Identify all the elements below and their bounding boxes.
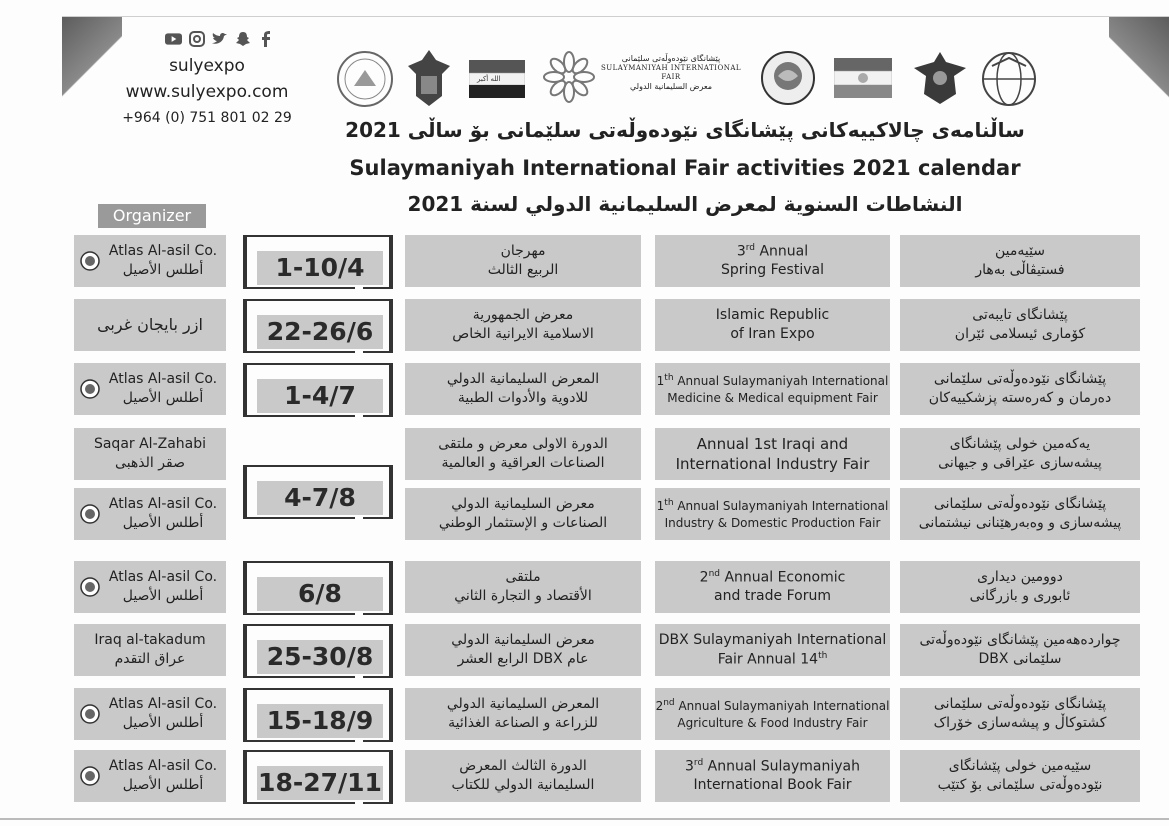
event-arabic-cell xyxy=(405,235,641,287)
event-kurdish-cell xyxy=(900,363,1140,415)
organizer-cell xyxy=(74,750,226,802)
event-date: 1-4/7 xyxy=(257,379,383,413)
event-english-line1: 1th Annual Sulaymaniyah International xyxy=(656,373,889,389)
event-kurdish-line1: پێشانگای نێودەوڵەتی سلێمانی xyxy=(933,496,1107,513)
organizer-name-ar: أطلس الأصيل xyxy=(122,777,204,793)
organizer-cell xyxy=(74,299,226,351)
event-arabic-line1: الدورة الاولى معرض و ملتقى xyxy=(438,436,608,453)
page-title-arabic: النشاطات السنوية لمعرض السليمانية الدولي لسنة 2021 xyxy=(407,192,963,216)
organizer-cell xyxy=(74,235,226,287)
organizer-name-en: Atlas Al-asil Co. xyxy=(108,569,218,586)
organizer-name-en: Atlas Al-asil Co. xyxy=(108,243,218,260)
organizer-name-ar: أطلس الأصيل xyxy=(122,262,204,278)
organizer-name-en: Atlas Al-asil Co. xyxy=(108,371,218,388)
event-english-line1: 3rd Annual xyxy=(736,242,809,260)
phone-number: +964 (0) 751 801 02 29 xyxy=(122,110,292,126)
organizer-name-en: Iraq al-takadum xyxy=(94,632,206,649)
organizer-cell xyxy=(74,363,226,415)
event-arabic-line2: الصناعات و الإستثمار الوطني xyxy=(438,515,608,531)
organizer-cell xyxy=(74,624,226,676)
event-kurdish-cell xyxy=(900,235,1140,287)
event-kurdish-line2: فستیڤاڵی بەهار xyxy=(975,262,1065,278)
organizer-column-header: Organizer xyxy=(98,204,206,228)
date-box xyxy=(243,299,393,353)
organizer-name-ar: أطلس الأصيل xyxy=(122,588,204,604)
event-arabic-line1: معرض السليمانية الدولي xyxy=(451,632,595,649)
event-kurdish-line2: کۆماری ئیسلامی ئێران xyxy=(954,326,1086,342)
corner-decoration-right xyxy=(1109,16,1169,156)
page-title-english: Sulaymaniyah International Fair activities 2021 calendar xyxy=(349,156,1021,180)
event-arabic-line2: السليمانية الدولي للكتاب xyxy=(451,777,595,793)
event-english-line2: International Book Fair xyxy=(693,777,852,794)
fair-logo-text xyxy=(598,54,744,92)
event-english-cell xyxy=(655,488,890,540)
event-kurdish-line2: پیشەسازی و وەبەرهێنانی نیشتمانی xyxy=(918,515,1122,531)
facebook-icon[interactable] xyxy=(257,30,274,47)
event-english-line2: and trade Forum xyxy=(714,588,831,605)
event-english-line2: Fair Annual 14th xyxy=(717,650,828,668)
event-arabic-line2: للزراعة و الصناعة الغذائية xyxy=(448,715,598,731)
atlas-logo-icon xyxy=(80,379,100,399)
atlas-logo-icon xyxy=(80,251,100,271)
event-arabic-cell xyxy=(405,624,641,676)
event-kurdish-line2: کشتوکاڵ و پیشەسازی خۆراک xyxy=(933,715,1107,731)
event-english-cell xyxy=(655,688,890,740)
organizer-name-ar: أطلس الأصيل xyxy=(122,515,204,531)
event-kurdish-line2: ئابوری و بازرگانی xyxy=(969,588,1071,604)
event-kurdish-line1: پێشانگای نێودەوڵەتی سلێمانی xyxy=(933,696,1107,713)
event-english-line1: Islamic Republic xyxy=(715,307,830,324)
atlas-globe-logo-icon xyxy=(760,50,816,106)
event-arabic-cell xyxy=(405,688,641,740)
iraq-eagle-icon xyxy=(406,46,452,110)
ministry-seal-icon xyxy=(336,50,394,108)
event-kurdish-line1: پێشانگای نێودەوڵەتی سلێمانی xyxy=(933,371,1107,388)
event-date: 6/8 xyxy=(257,577,383,611)
date-box xyxy=(243,363,393,417)
event-arabic-cell xyxy=(405,561,641,613)
event-english-cell xyxy=(655,624,890,676)
organizer-name-en: Atlas Al-asil Co. xyxy=(108,758,218,775)
event-arabic-line1: ملتقى xyxy=(505,569,541,586)
event-arabic-line1: معرض الجمهورية xyxy=(472,307,574,324)
event-english-line2: Industry & Domestic Production Fair xyxy=(664,515,881,530)
fair-logo-english: SULAYMANIYAH INTERNATIONAL FAIR xyxy=(600,64,742,81)
event-english-line1: 3rd Annual Sulaymaniyah xyxy=(685,757,860,775)
event-kurdish-line2: پیشەسازی عێراقی و جیهانی xyxy=(938,455,1102,471)
event-arabic-cell xyxy=(405,428,641,480)
event-kurdish-cell xyxy=(900,750,1140,802)
social-handle: sulyexpo xyxy=(169,56,245,76)
event-kurdish-cell xyxy=(900,561,1140,613)
atlas-logo-icon xyxy=(80,504,100,524)
organizer-cell xyxy=(74,688,226,740)
event-arabic-line2: عام DBX الرابع العشر xyxy=(457,651,589,667)
frame-top xyxy=(62,16,1169,17)
youtube-icon[interactable] xyxy=(165,30,182,47)
instagram-icon[interactable] xyxy=(188,30,205,47)
atlas-logo-icon xyxy=(80,704,100,724)
event-english-line1: DBX Sulaymaniyah International xyxy=(658,631,887,648)
organizer-cell xyxy=(74,428,226,480)
event-english-line2: Spring Festival xyxy=(721,262,824,279)
event-kurdish-line1: سێیەمین xyxy=(994,243,1046,260)
page-title-kurdish: ساڵنامەی چالاکییەکانی پێشانگای نێودەوڵەتی سلێمانی بۆ ساڵی 2021 xyxy=(345,118,1025,142)
website-link[interactable]: www.sulyexpo.com xyxy=(125,82,289,102)
social-icons xyxy=(165,30,274,47)
event-arabic-line2: الصناعات العراقية و العالمية xyxy=(441,455,605,471)
organizer-name-en: Atlas Al-asil Co. xyxy=(108,696,218,713)
chamber-globe-icon xyxy=(980,50,1038,108)
twitter-icon[interactable] xyxy=(211,30,228,47)
organizer-name-ar: أطلس الأصيل xyxy=(122,390,204,406)
event-kurdish-cell xyxy=(900,488,1140,540)
atlas-logo-icon xyxy=(80,766,100,786)
event-english-line2: International Industry Fair xyxy=(675,455,870,473)
event-date: 1-10/4 xyxy=(257,251,383,285)
date-box xyxy=(243,235,393,289)
event-kurdish-line1: یەکەمین خولی پێشانگای xyxy=(949,436,1091,453)
organizer-cell xyxy=(74,561,226,613)
frame-bottom xyxy=(0,818,1169,820)
event-english-line2: of Iran Expo xyxy=(730,326,815,342)
event-arabic-line1: المعرض السليمانية الدولي xyxy=(446,371,600,388)
organizer-name-ar: ازر بايجان غربى xyxy=(97,315,203,335)
organizer-name-en: Atlas Al-asil Co. xyxy=(108,496,218,513)
event-arabic-line1: معرض السليمانية الدولي xyxy=(451,496,595,513)
date-box xyxy=(243,688,393,742)
event-kurdish-line1: سێیەمین خولی پێشانگای xyxy=(948,758,1092,775)
fair-logo-arabic: معرض السليمانية الدولي xyxy=(630,81,712,91)
kurdistan-eagle-icon xyxy=(910,48,970,108)
event-kurdish-line2: دەرمان و کەرەستە پزشکییەکان xyxy=(928,390,1112,406)
event-english-line1: 1th Annual Sulaymaniyah International xyxy=(656,498,889,514)
event-arabic-line1: الدورة الثالث المعرض xyxy=(459,758,587,775)
event-english-cell xyxy=(655,299,890,351)
fair-flower-logo-icon xyxy=(542,50,596,104)
event-kurdish-cell xyxy=(900,428,1140,480)
event-arabic-cell xyxy=(405,363,641,415)
event-arabic-cell xyxy=(405,299,641,351)
event-date: 25-30/8 xyxy=(257,640,383,674)
event-kurdish-line2: سلێمانی DBX xyxy=(978,651,1062,667)
event-arabic-line2: الأقتصاد و التجارة الثاني xyxy=(454,588,592,604)
date-box xyxy=(243,465,393,519)
organizer-name-ar: عراق التقدم xyxy=(114,651,186,667)
organizer-name-en: Saqar Al-Zahabi xyxy=(93,436,207,453)
event-date: 15-18/9 xyxy=(257,704,383,738)
event-english-line1: 2nd Annual Economic xyxy=(699,568,846,586)
event-arabic-cell xyxy=(405,488,641,540)
organizer-name-ar: صقر الذهبى xyxy=(115,455,185,471)
event-english-line2: Medicine & Medical equipment Fair xyxy=(667,390,878,405)
event-arabic-line2: الربيع الثالث xyxy=(487,262,559,278)
event-kurdish-line2: نێودەوڵەتی سلێمانی بۆ کتێب xyxy=(937,777,1103,793)
event-english-line1: 2nd Annual Sulaymaniyah International xyxy=(655,698,890,714)
event-english-cell xyxy=(655,363,890,415)
event-arabic-cell xyxy=(405,750,641,802)
event-date: 18-27/11 xyxy=(257,766,383,800)
fair-logo-kurdish: پێشانگای نێودەوڵەتی سلێمانی xyxy=(621,54,721,63)
event-kurdish-line1: چواردەهەمین پێشانگای نێودەوڵەتی xyxy=(919,632,1121,649)
event-date: 22-26/6 xyxy=(257,315,383,349)
date-box xyxy=(243,624,393,678)
organizer-name-ar: أطلس الأصيل xyxy=(122,715,204,731)
iraq-flag-text: الله أكبر xyxy=(477,75,501,83)
event-english-cell xyxy=(655,561,890,613)
organizer-cell xyxy=(74,488,226,540)
atlas-logo-icon xyxy=(80,577,100,597)
event-kurdish-cell xyxy=(900,299,1140,351)
event-english-cell xyxy=(655,428,890,480)
event-english-line1: Annual 1st Iraqi and xyxy=(696,434,849,453)
kurdistan-flag-icon xyxy=(834,58,892,98)
event-arabic-line2: الاسلامية الايرانية الخاص xyxy=(452,326,594,342)
event-arabic-line2: للادوية والأدوات الطبية xyxy=(457,390,589,406)
date-box xyxy=(243,750,393,804)
date-box xyxy=(243,561,393,615)
event-kurdish-cell xyxy=(900,688,1140,740)
event-english-cell xyxy=(655,235,890,287)
event-date: 4-7/8 xyxy=(257,481,383,515)
event-english-line2: Agriculture & Food Industry Fair xyxy=(677,715,868,730)
event-arabic-line1: المعرض السليمانية الدولي xyxy=(446,696,600,713)
event-kurdish-cell xyxy=(900,624,1140,676)
event-arabic-line1: مهرجان xyxy=(500,243,546,260)
snapchat-icon[interactable] xyxy=(234,30,251,47)
event-kurdish-line1: دوومین دیداری xyxy=(977,569,1063,586)
event-kurdish-line1: پێشانگای تایبەتی xyxy=(972,307,1068,324)
event-english-cell xyxy=(655,750,890,802)
logos-row xyxy=(336,46,1036,112)
